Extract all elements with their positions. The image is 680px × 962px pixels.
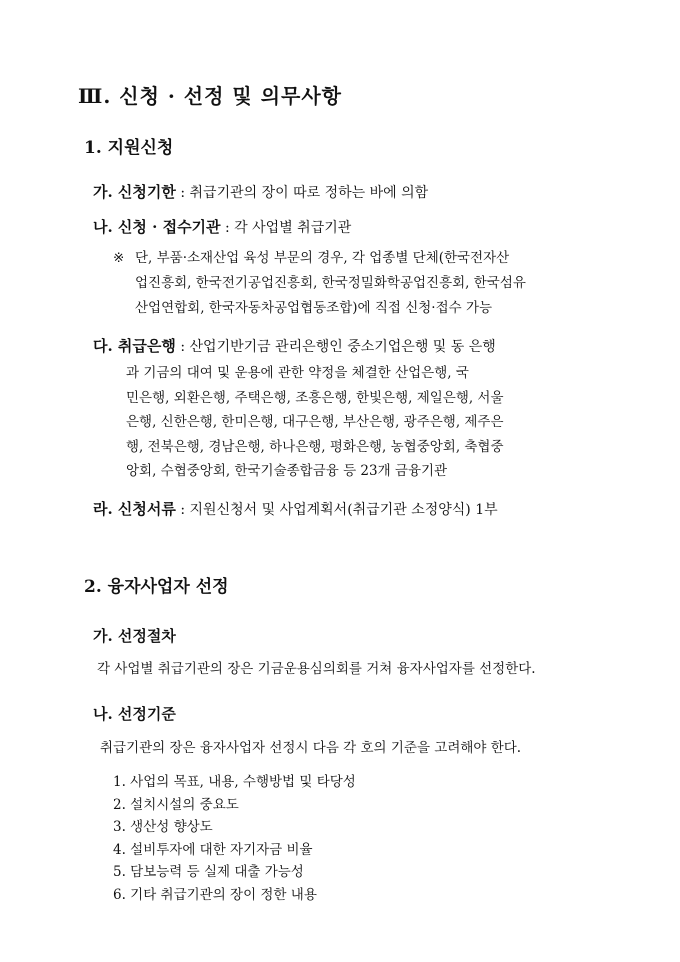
note-line: 단, 부품·소재산업 육성 부문의 경우, 각 업종별 단체(한국전자산 — [135, 250, 510, 266]
item-text: 취급기관의 장이 따로 정하는 바에 의함 — [189, 185, 429, 201]
item-separator: : — [220, 220, 235, 236]
note-mark: ※ — [113, 250, 125, 266]
item-line: 과 기금의 대여 및 운용에 관한 약정을 체결한 산업은행, 국 — [126, 365, 469, 381]
list-item: 1. 사업의 목표, 내용, 수행방법 및 타당성 — [113, 774, 356, 790]
item-label: 다. 취급은행 — [93, 337, 176, 355]
item-first-line — [93, 335, 613, 356]
section-title-application: 1. 지원신청 — [84, 138, 174, 158]
item-separator: : — [175, 185, 190, 201]
note-body — [135, 246, 603, 321]
item-continuation — [126, 361, 504, 484]
list-item: 4. 설비투자에 대한 자기자금 비율 — [113, 841, 313, 858]
procedure-text: 각 사업별 취급기관의 장은 기금운용심의회를 거쳐 융자사업자를 선정한다. — [97, 661, 536, 677]
item-separator: : — [175, 339, 190, 355]
item-label: 라. 신청서류 — [93, 500, 176, 518]
subsection-title-criteria: 나. 선정기준 — [93, 705, 176, 723]
list-item: 3. 생산성 향상도 — [113, 819, 213, 835]
note-line: 업진흥회, 한국전기공업진흥회, 한국정밀화학공업진흥회, 한국섬유 — [135, 275, 526, 291]
item-label: 가. 신청기한 — [93, 183, 176, 201]
item-line: 앙회, 수협중앙회, 한국기술종합금융 등 23개 금융기관 — [126, 463, 448, 480]
criteria-intro-text: 취급기관의 장은 융자사업자 선정시 다음 각 호의 기준을 고려해야 한다. — [100, 740, 522, 756]
subsection-title-procedure: 가. 선정절차 — [93, 627, 176, 645]
section-title-selection: 2. 융자사업자 선정 — [84, 577, 229, 597]
item-receiving-institution — [93, 216, 351, 237]
list-item: 5. 담보능력 등 실제 대출 가능성 — [113, 864, 304, 880]
item-separator: : — [175, 502, 190, 518]
item-text: 각 사업별 취급기관 — [234, 220, 352, 236]
item-line: 은행, 신한은행, 한미은행, 대구은행, 부산은행, 광주은행, 제주은 — [126, 414, 504, 431]
list-item: 2. 설치시설의 중요도 — [113, 796, 239, 813]
item-line: 행, 전북은행, 경남은행, 하나은행, 평화은행, 농협중앙회, 축협중 — [126, 438, 504, 455]
item-label: 나. 신청 · 접수기관 — [93, 218, 221, 236]
item-line: 민은행, 외환은행, 주택은행, 조흥은행, 한빛은행, 제일은행, 서울 — [126, 389, 504, 406]
criteria-list — [113, 771, 356, 906]
item-text: 산업기반기금 관리은행인 중소기업은행 및 동 은행 — [189, 339, 496, 355]
list-item: 6. 기타 취급기관의 장이 정한 내용 — [113, 886, 317, 903]
note-line: 산업연합회, 한국자동차공업협동조합)에 직접 신청·접수 가능 — [135, 300, 493, 316]
chapter-title: Ⅲ. 신청 · 선정 및 의무사항 — [78, 84, 342, 108]
item-handling-banks — [93, 335, 613, 480]
item-application-deadline — [93, 181, 428, 202]
item-text: 지원신청서 및 사업계획서(취급기관 소정양식) 1부 — [189, 502, 498, 518]
item-application-documents — [93, 498, 498, 519]
